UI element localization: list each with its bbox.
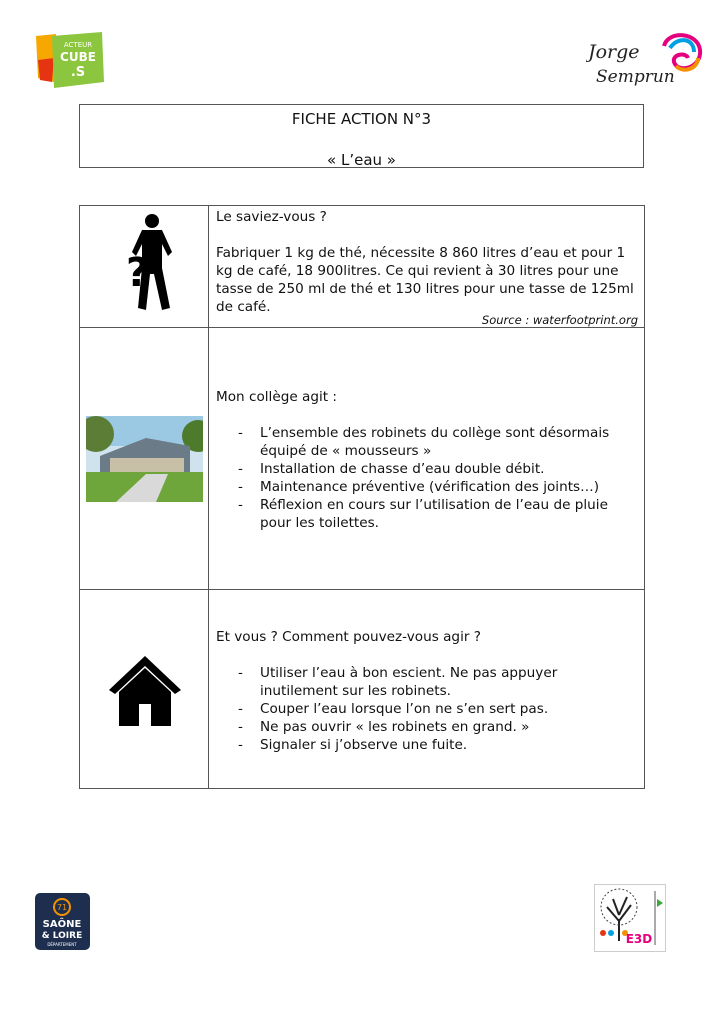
did-you-know-text — [216, 208, 636, 316]
svg-text:71: 71 — [56, 903, 68, 912]
row-heading: Et vous ? Comment pouvez-vous agir ? — [216, 629, 481, 645]
list-item: - Signaler si j’observe une fuite. — [216, 736, 636, 754]
row-body: Fabriquer 1 kg de thé, nécessite 8 860 litres d’eau et pour 1 kg de café, 18 900litres. Ce qui revient à 30 litres pour une tasse de 250 ml de thé et 130 litres pour une tasse de 125ml de café. — [216, 245, 634, 315]
list-item: - Réflexion en cours sur l’utilisation de l’eau de pluie pour les toilettes. — [216, 496, 636, 532]
semprun-logo-line2: Semprun — [596, 67, 675, 87]
your-actions — [216, 628, 636, 754]
fiche-subtitle: « L’eau » — [327, 151, 396, 169]
saone-et-loire-logo — [35, 893, 90, 950]
list-item: - Maintenance préventive (vérification des joints…) — [216, 478, 636, 496]
fiche-title: FICHE ACTION N°3 — [291, 110, 432, 128]
title-box — [79, 104, 644, 168]
list-item: - L’ensemble des robinets du collège sont désormais équipé de « mousseurs » — [216, 424, 636, 460]
row-heading: Mon collège agit : — [216, 389, 337, 405]
e3d-logo — [594, 884, 666, 952]
college-photo — [86, 416, 203, 502]
acteur-cube-logo — [36, 30, 106, 90]
jorge-semprun-logo — [586, 28, 706, 92]
list-item: - Ne pas ouvrir « les robinets en grand. » — [216, 718, 636, 736]
list-item: - Couper l’eau lorsque l’on ne s’en sert pas. — [216, 700, 636, 718]
svg-text:?: ? — [126, 250, 150, 296]
e3d-logo-text: E3D — [625, 932, 653, 946]
semprun-logo-line1: Jorge — [588, 41, 640, 63]
college-actions — [216, 388, 636, 532]
row-heading: Le saviez-vous ? — [216, 209, 327, 225]
action-table — [79, 205, 645, 789]
table-row — [80, 589, 644, 788]
list-item: - Installation de chasse d’eau double débit. — [216, 460, 636, 478]
your-action-list — [216, 664, 636, 754]
cube-logo-line1: ACTEUR — [63, 41, 93, 49]
table-row — [80, 206, 644, 327]
saone-logo-line3: DÉPARTEMENT — [47, 942, 77, 947]
cube-logo-line2: CUBE — [60, 50, 96, 64]
saone-logo-line1: SAÔNE — [42, 919, 82, 930]
list-item: - Utiliser l’eau à bon escient. Ne pas appuyer inutilement sur les robinets. — [216, 664, 636, 700]
college-action-list — [216, 424, 636, 532]
saone-logo-line2: & LOIRE — [41, 931, 83, 941]
house-icon — [107, 654, 183, 732]
table-row — [80, 327, 644, 590]
cube-logo-line3: .S — [70, 65, 86, 80]
question-person-icon — [118, 212, 180, 318]
source-note: Source : waterfootprint.org — [481, 313, 638, 327]
